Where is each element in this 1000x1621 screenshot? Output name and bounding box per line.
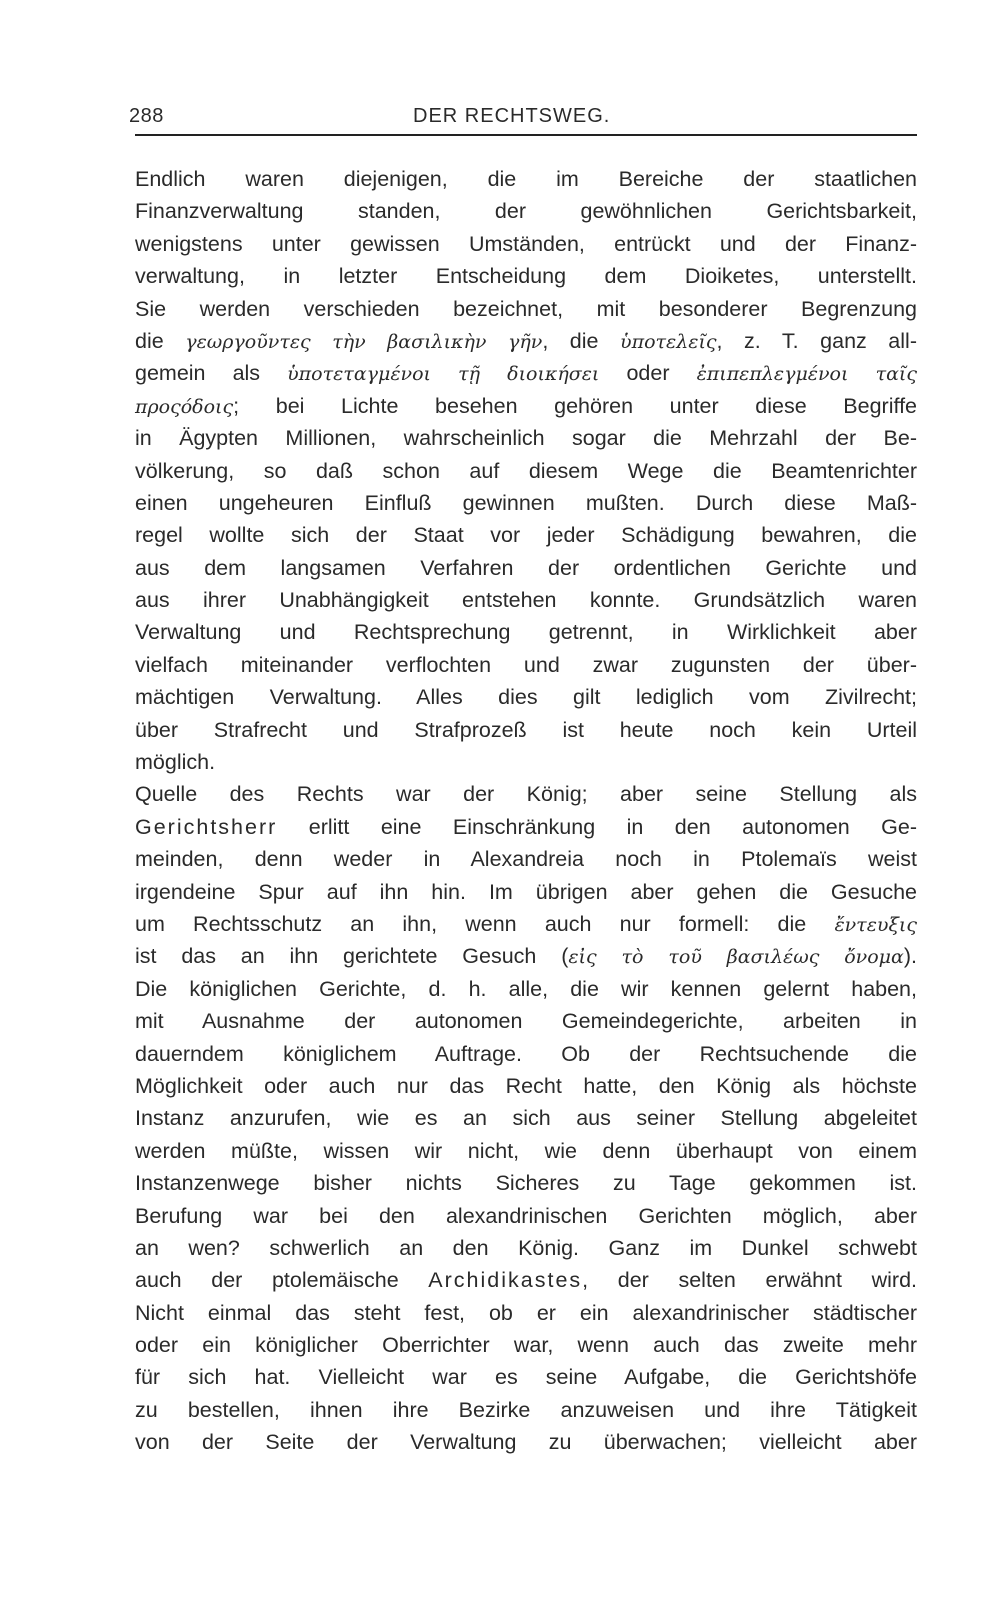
greek-phrase: εἰς τὸ τοῦ βασιλέως ὄνομα (568, 946, 904, 969)
text-segment: Sie werden verschieden bezeichnet, mit besonderer Begrenzung (135, 296, 917, 321)
text-line (135, 778, 917, 810)
text-segment: aus dem langsamen Verfahren der ordentlichen Gerichte und (135, 555, 917, 580)
page-number: 288 (129, 105, 164, 127)
text-line (135, 1426, 917, 1458)
text-line (135, 714, 917, 746)
text-segment: werden müßte, wissen wir nicht, wie denn überhaupt von einem (135, 1138, 917, 1163)
text-segment: ; bei Lichte besehen gehören unter diese Begriffe (233, 393, 917, 418)
text-segment: aus ihrer Unabhängigkeit entstehen konnte. Grundsätzlich waren (135, 588, 917, 613)
text-line (135, 681, 917, 713)
text-line (135, 1394, 917, 1426)
text-segment: meinden, denn weder in Alexandreia noch in Ptolemaïs weist (135, 847, 917, 872)
text-line (135, 163, 917, 195)
text-segment: wenigstens unter gewissen Umständen, entrückt und der Finanz- (135, 231, 917, 256)
text-line (135, 746, 917, 778)
book-page (129, 98, 918, 1459)
text-segment: Die königlichen Gerichte, d. h. alle, die wir kennen gelernt haben, (135, 976, 917, 1001)
text-segment: regel wollte sich der Staat vor jeder Schädigung bewahren, die (135, 523, 917, 548)
text-line (135, 811, 917, 843)
text-segment: in Ägypten Millionen, wahrscheinlich sogar die Mehrzahl der Be- (135, 426, 917, 451)
text-segment: über Strafrecht und Strafprozeß ist heute noch kein Urteil (135, 717, 917, 742)
text-line (135, 1232, 917, 1264)
text-segment: Endlich waren diejenigen, die im Bereiche der staatlichen (135, 167, 917, 191)
text-line (135, 552, 917, 584)
greek-phrase: γεωργοῦντες τὴν βασιλικὴν γῆν (185, 330, 543, 353)
text-line (135, 1329, 917, 1361)
text-line (135, 940, 917, 972)
text-line (135, 1167, 917, 1199)
text-line (135, 487, 917, 519)
greek-phrase: ἔντευξις (834, 913, 917, 936)
text-line (135, 908, 917, 940)
greek-phrase: ὑποτεταγμένοι τῇ διοικήσει (287, 363, 600, 386)
text-segment: erlitt eine Einschränkung in den autonomen Ge- (277, 814, 917, 839)
text-segment: , die (542, 328, 621, 353)
text-segment: Quelle des Rechts war der König; aber seine Stellung als (135, 782, 917, 807)
text-line (135, 1005, 917, 1037)
text-line (135, 1361, 917, 1393)
greek-phrase: ἐπιπεπλεγμένοι ταῖς (696, 363, 918, 386)
text-segment: vielfach miteinander verflochten und zwar zugunsten der über- (135, 652, 917, 677)
text-segment: , z. T. ganz all- (716, 328, 917, 353)
text-segment: zu bestellen, ihnen ihre Bezirke anzuweisen und ihre Tätigkeit (135, 1397, 917, 1422)
spaced-term: Archidikastes (428, 1268, 583, 1293)
text-segment: ist das an ihn gerichtete Gesuch ( (135, 944, 569, 969)
text-segment: von der Seite der Verwaltung zu überwachen; vielleicht aber (135, 1430, 917, 1455)
text-line (135, 422, 917, 454)
text-line (135, 195, 917, 227)
text-segment: irgendeine Spur auf ihn hin. Im übrigen aber gehen die Gesuche (135, 879, 917, 904)
text-segment: , der selten erwähnt wird. (582, 1268, 918, 1293)
text-segment: verwaltung, in letzter Entscheidung dem Dioiketes, unterstellt. (135, 264, 917, 289)
text-line (135, 293, 917, 325)
text-line (135, 228, 917, 260)
text-segment: oder (599, 361, 697, 386)
text-segment: für sich hat. Vielleicht war es seine Aufgabe, die Gerichtshöfe (135, 1365, 917, 1390)
text-line (135, 1102, 917, 1134)
text-segment: dauerndem königlichem Auftrage. Ob der Rechtsuchende die (135, 1041, 917, 1066)
text-line (135, 1038, 917, 1070)
running-head (129, 98, 917, 136)
spaced-term: Gerichtsherr (135, 814, 278, 839)
text-line (135, 1070, 917, 1102)
text-line (135, 1135, 917, 1167)
text-segment: völkerung, so daß schon auf diesem Wege die Beamtenrichter (135, 458, 917, 483)
text-line (135, 1264, 917, 1296)
text-line (135, 843, 917, 875)
text-segment: gemein als (135, 361, 288, 386)
text-segment: oder ein königlicher Oberrichter war, wenn auch das zweite mehr (135, 1333, 917, 1358)
text-segment: ). (903, 944, 917, 969)
text-segment: auch der ptolemäische (135, 1268, 429, 1293)
text-line (135, 973, 917, 1005)
text-segment: Instanz anzurufen, wie es an sich aus seiner Stellung abgeleitet (135, 1106, 917, 1131)
greek-phrase: προςόδοις (135, 395, 234, 418)
text-line (135, 584, 917, 616)
text-line (135, 357, 917, 389)
text-line (135, 876, 917, 908)
text-segment: Nicht einmal das steht fest, ob er ein alexandrinischer städtischer (135, 1300, 917, 1325)
text-line (135, 325, 917, 357)
text-segment: mächtigen Verwaltung. Alles dies gilt lediglich vom Zivilrecht; (135, 685, 917, 710)
text-line (135, 455, 917, 487)
text-line (135, 1200, 917, 1232)
text-segment: Finanzverwaltung standen, der gewöhnlichen Gerichtsbarkeit, (135, 199, 917, 224)
text-line (135, 390, 917, 422)
running-title: DER RECHTSWEG. (413, 105, 611, 127)
text-line (135, 519, 917, 551)
text-segment: an wen? schwerlich an den König. Ganz im Dunkel schwebt (135, 1235, 917, 1260)
text-line (135, 616, 917, 648)
text-segment: mit Ausnahme der autonomen Gemeindegerichte, arbeiten in (135, 1009, 917, 1034)
text-segment: möglich. (135, 750, 216, 775)
text-segment: Möglichkeit oder auch nur das Recht hatte, den König als höchste (135, 1073, 917, 1098)
text-segment: Verwaltung und Rechtsprechung getrennt, in Wirklichkeit aber (135, 620, 917, 645)
text-segment: die (135, 328, 186, 353)
text-segment: um Rechtsschutz an ihn, wenn auch nur formell: die (135, 911, 835, 936)
text-line (135, 260, 917, 292)
body-text (135, 163, 917, 1459)
greek-phrase: ὑποτελεῖς (620, 330, 717, 353)
text-segment: Berufung war bei den alexandrinischen Gerichten möglich, aber (135, 1203, 917, 1228)
text-segment: Instanzenwege bisher nichts Sicheres zu Tage gekommen ist. (135, 1171, 917, 1196)
text-line (135, 1297, 917, 1329)
text-segment: einen ungeheuren Einfluß gewinnen mußten. Durch diese Maß- (135, 490, 917, 515)
text-line (135, 649, 917, 681)
